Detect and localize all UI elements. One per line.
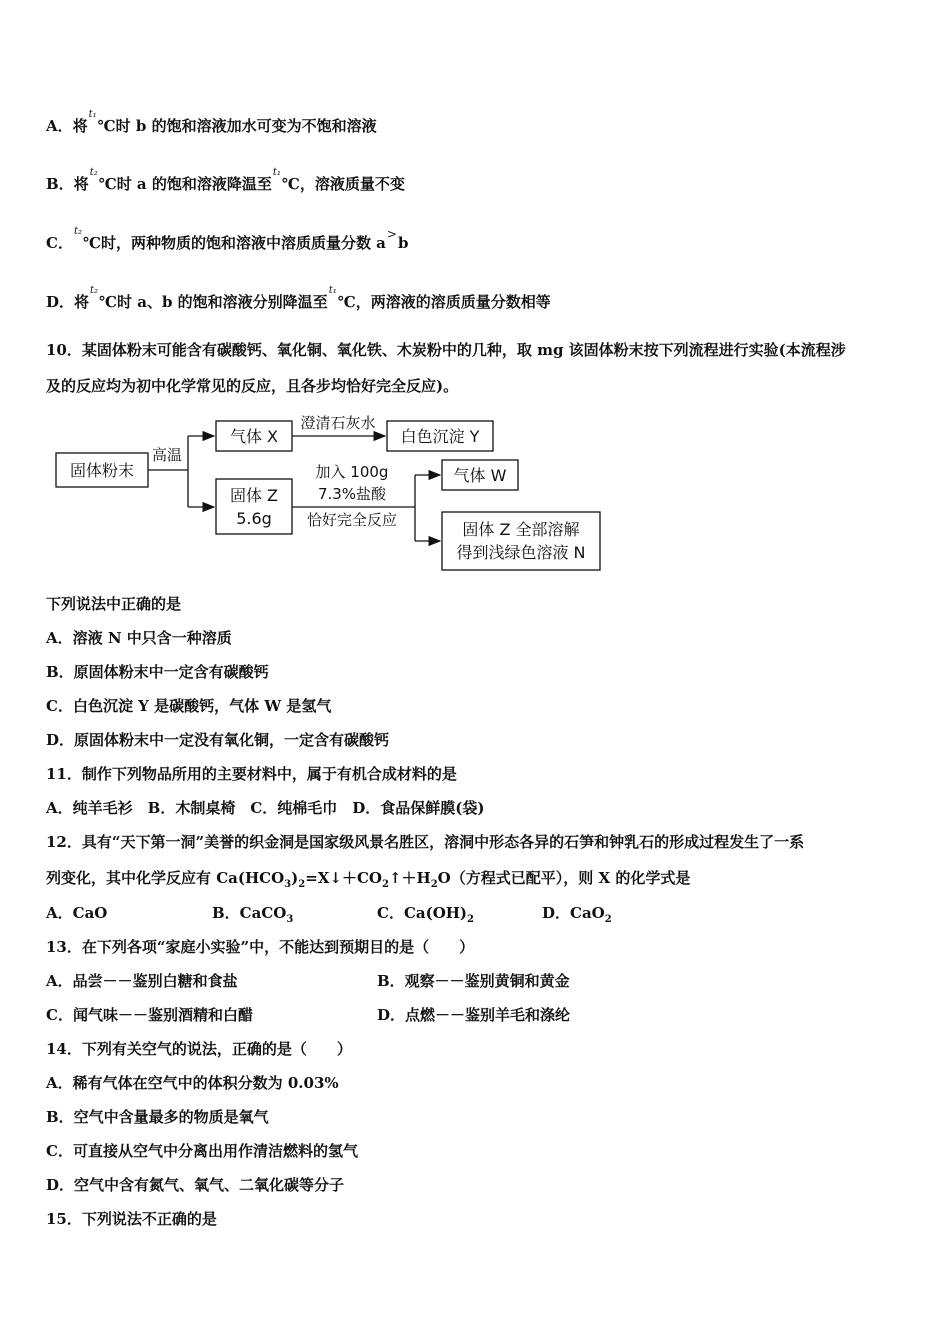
label-gas-w: 气体 W [453,466,507,485]
q13-option-d: D．点燃－－鉴别羊毛和涤纶 [377,1006,571,1024]
q10-stem-line2: 及的反应均为初中化学常见的反应，且各步均恰好完全反应)。 [46,377,459,395]
q9-option-a: A．将$^{t_1}$℃时 b 的饱和溶液加水可变为不饱和溶液 [46,109,377,135]
label-add-hcl-3: 恰好完全反应 [306,511,398,529]
label-result-2: 得到浅绿色溶液 N [456,543,586,562]
q14-option-b: B．空气中含量最多的物质是氧气 [46,1108,269,1126]
q10-option-a: A．溶液 N 中只含一种溶质 [46,629,232,647]
q10-option-b: B．原固体粉末中一定含有碳酸钙 [46,663,269,681]
q9-option-d: D．将$^{t_2}$℃时 a、b 的饱和溶液分别降温至$^{t_1}$℃，两溶液的溶质质量分数相等 [46,285,551,311]
flow-diagram [40,405,620,575]
q14-option-a: A．稀有气体在空气中的体积分数为 0.03% [46,1074,339,1092]
q9-option-b: B．将$^{t_2}$℃时 a 的饱和溶液降温至$^{t_1}$℃，溶液质量不变 [46,167,405,193]
q14-option-d: D．空气中含有氮气、氧气、二氧化碳等分子 [46,1176,345,1194]
q12-stem-line2: 列变化，其中化学反应有 $Ca(HCO_3)_2=X↓+CO_2↑+H_2O$（方程式已配平），则 X 的化学式是 [46,869,691,890]
label-result-1: 固体 Z 全部溶解 [462,520,580,539]
q11-options: A．纯羊毛衫 B．木制桌椅 C．纯棉毛巾 D．食品保鲜膜(袋) [46,799,485,817]
label-add-hcl-2: 7.3%盐酸 [317,485,387,503]
label-solid-z-mass: 5.6g [236,509,272,528]
q13-option-b: B．观察－－鉴别黄铜和黄金 [377,972,570,990]
q12-stem-line1: 12．具有“天下第一洞”美誉的织金洞是国家级风景名胜区，溶洞中形态各异的石笋和钟乳石的形成过程发生了一系 [46,833,805,851]
label-high-temp: 高温 [152,446,183,464]
label-gas-x: 气体 X [229,427,279,446]
label-limewater: 澄清石灰水 [300,414,376,432]
q11-stem: 11．制作下列物品所用的主要材料中，属于有机合成材料的是 [46,765,457,783]
q12-option-a: A．CaO [46,904,108,922]
q14-option-c: C．可直接从空气中分离出用作清洁燃料的氢气 [46,1142,358,1160]
label-solid-powder: 固体粉末 [69,461,135,480]
q12-option-b: B．CaCO$_3$ [212,904,294,925]
q12-option-c: C．$Ca(OH)_2$ [377,904,474,925]
q14-stem: 14．下列有关空气的说法，正确的是（ ） [46,1040,352,1058]
label-white-ppt: 白色沉淀 Y [400,427,480,446]
q9-option-c: C．$^{t_2}$℃时，两种物质的饱和溶液中溶质质量分数 a>b [46,226,409,252]
q13-stem: 13．在下列各项“家庭小实验”中，不能达到预期目的是（ ） [46,938,475,956]
q13-option-c: C．闻气味－－鉴别酒精和白醋 [46,1006,253,1024]
label-add-hcl-1: 加入 100g [315,463,389,481]
q13-option-a: A．品尝－－鉴别白糖和食盐 [46,972,238,990]
q10-stem-line1: 10．某固体粉末可能含有碳酸钙、氧化铜、氧化铁、木炭粉中的几种，取 mg 该固体粉末按下列流程进行实验(本流程涉 [46,341,846,359]
q10-option-d: D．原固体粉末中一定没有氧化铜，一定含有碳酸钙 [46,731,390,749]
q15-stem: 15．下列说法不正确的是 [46,1210,217,1228]
q10-question: 下列说法中正确的是 [46,595,182,613]
label-solid-z: 固体 Z [229,486,279,505]
q12-option-d: D．CaO$_2$ [542,904,612,925]
q10-option-c: C．白色沉淀 Y 是碳酸钙，气体 W 是氢气 [46,697,332,715]
